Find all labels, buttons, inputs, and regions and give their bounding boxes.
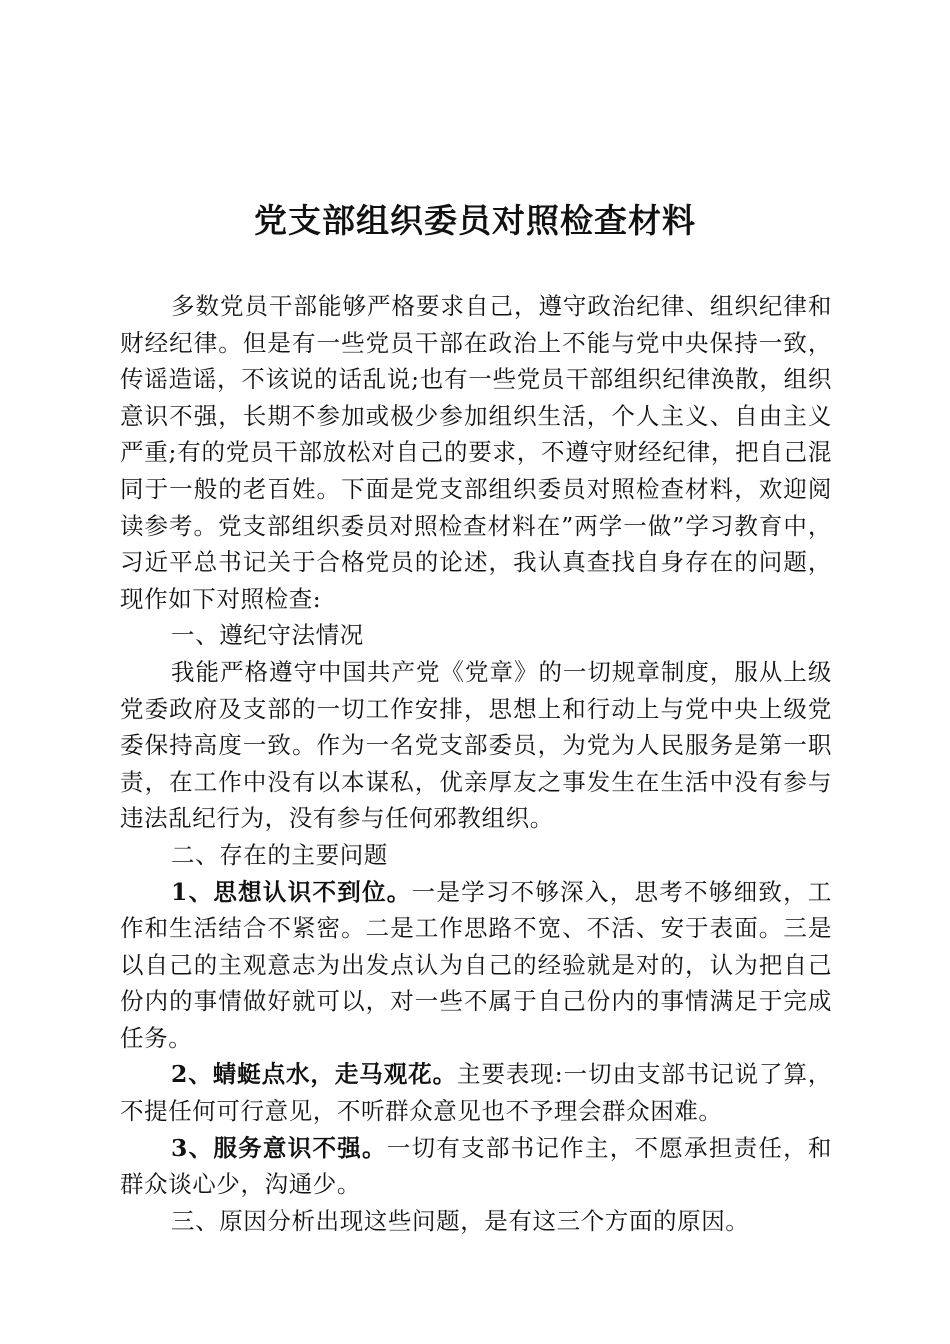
problem-item-2-lead: 2、蜻蜓点水，走马观花。 <box>171 1060 458 1089</box>
problem-item-3-lead: 3、服务意识不强。 <box>171 1133 387 1162</box>
intro-paragraph: 多数党员干部能够严格要求自己，遵守政治纪律、组织纪律和财经纪律。但是有一些党员干部在政治上不能与党中央保持一致，传谣造谣，不该说的话乱说;也有一些党员干部组织纪律涣散，组织意识不强，长期不参加或极少参加组织生活，个人主义、自由主义严重;有的党员干部放松对自己的要求，不遵守财经纪律，把自己混同于一般的老百姓。下面是党支部组织委员对照检查材料，欢迎阅读参考。党支部组织委员对照检查材料在”两学一做”学习教育中，习近平总书记关于合格党员的论述，我认真查找自身存在的问题，现作如下对照检查: <box>120 292 832 613</box>
section-1-heading: 一、遵纪守法情况 <box>171 621 364 650</box>
section-1-paragraph: 我能严格遵守中国共产党《党章》的一切规章制度，服从上级党委政府及支部的一切工作安排，思想上和行动上与党中央上级党委保持高度一致。作为一名党支部委员，为党为人民服务是第一职责，在工作中没有以本谋私，优亲厚友之事发生在生活中没有参与违法乱纪行为，没有参与任何邪教组织。 <box>120 657 832 833</box>
section-3-heading: 三、原因分析出现这些问题，是有这三个方面的原因。 <box>171 1206 750 1235</box>
problem-item-1 <box>120 874 832 1057</box>
problem-item-1-text: 一是学习不够深入，思考不够细致，工作和生活结合不紧密。二是工作思路不宽、不活、安于表面。三是以自己的主观意志为出发点认为自己的经验就是对的，认为把自己份内的事情做好就可以，对一些不属于自己份内的事情满足于完成任务。 <box>120 877 832 1052</box>
page-title: 党支部组织委员对照检查材料 <box>254 201 696 240</box>
problem-item-3-text: 一切有支部书记作主，不愿承担责任，和群众谈心少，沟通少。 <box>120 1133 832 1199</box>
problem-item-3 <box>120 1130 832 1203</box>
problem-item-2-text: 主要表现:一切由支部书记说了算，不提任何可行意见，不听群众意见也不予理会群众困难。 <box>120 1060 832 1126</box>
problem-item-1-lead: 1、思想认识不到位。 <box>171 877 412 906</box>
document-body <box>120 288 832 1239</box>
problem-item-2 <box>120 1056 832 1129</box>
section-2-heading: 二、存在的主要问题 <box>171 840 388 869</box>
